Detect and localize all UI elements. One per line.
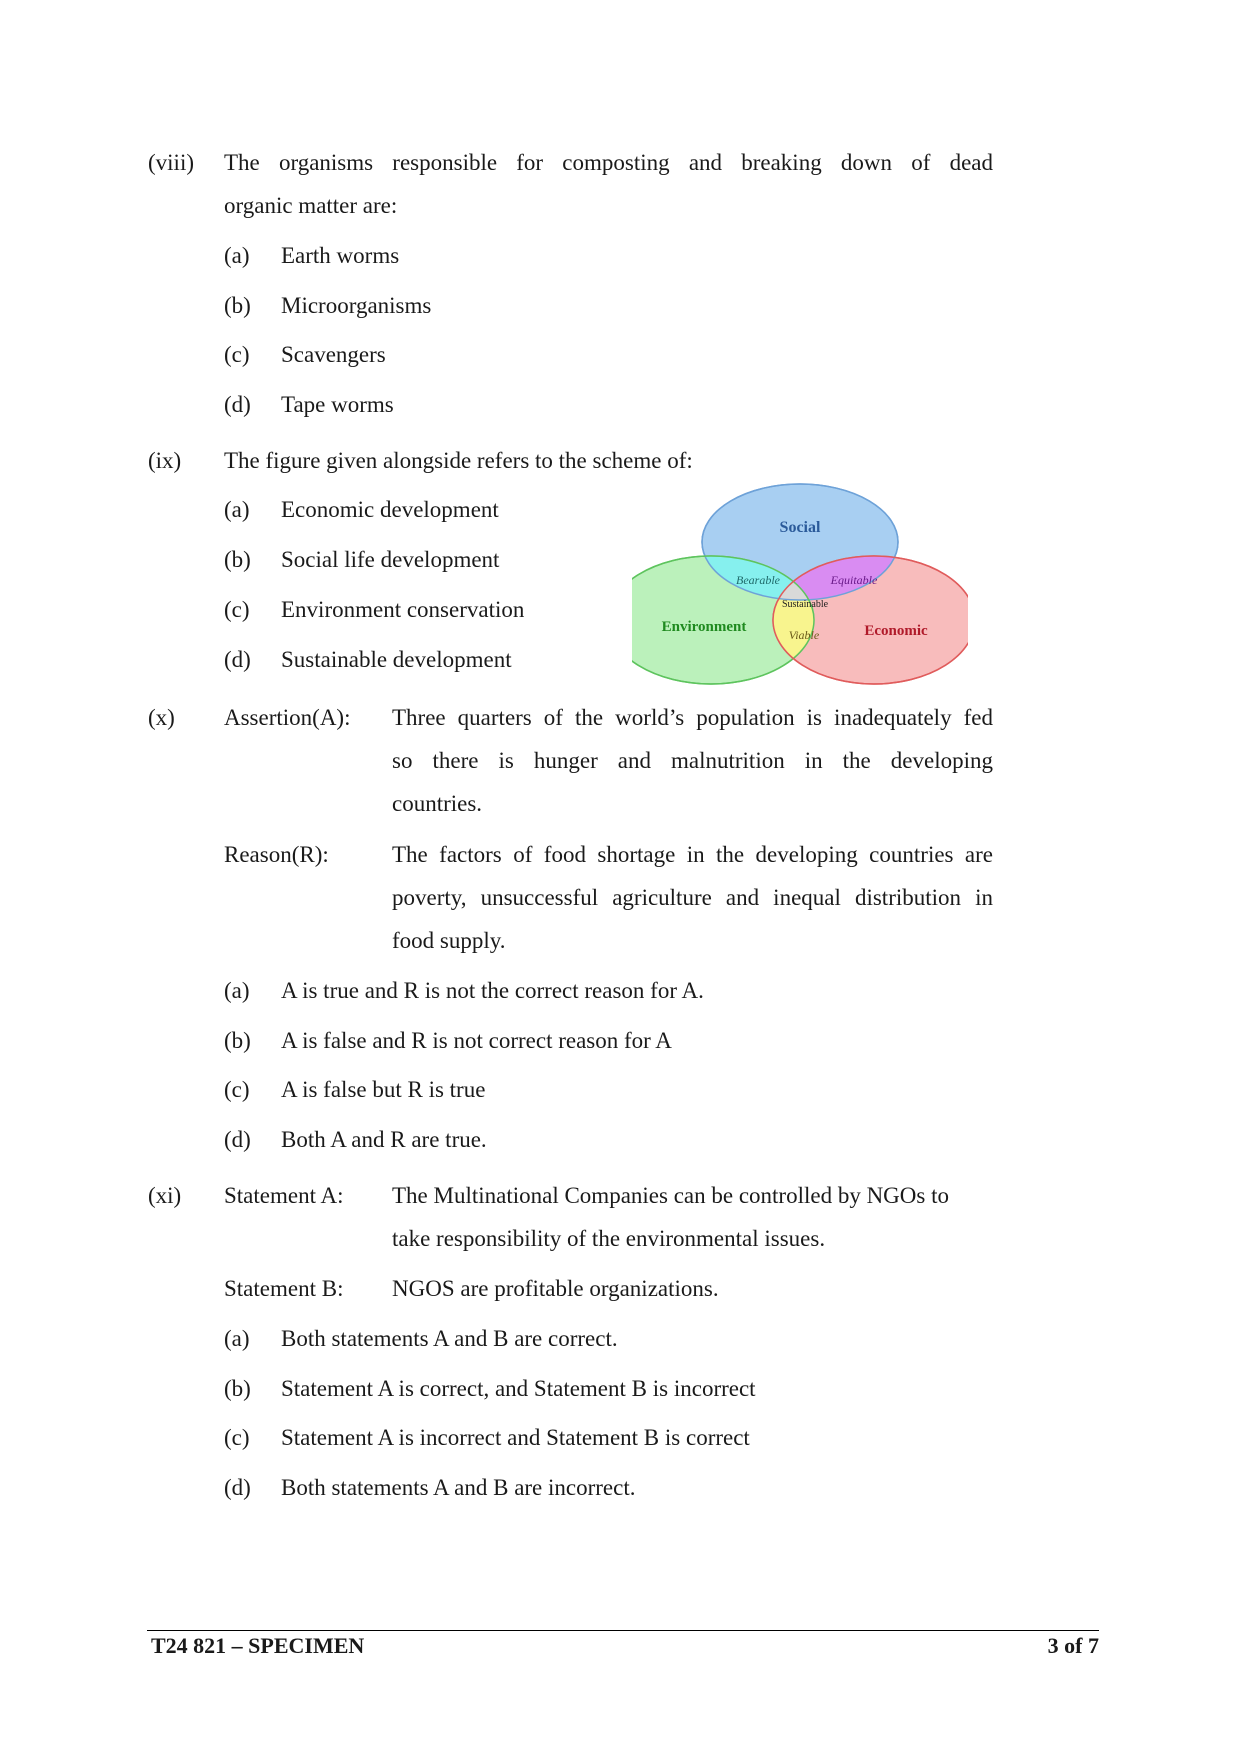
option-text: Both statements A and B are incorrect. (281, 1475, 636, 1500)
footer-page-number: 3 of 7 (1047, 1633, 1099, 1658)
reason-label: Reason(R): (224, 842, 329, 867)
option-letter: (d) (224, 1127, 251, 1152)
assertion-line: Three quarters of the world’s population is inadequately fed (392, 705, 993, 730)
option-text: Both A and R are true. (281, 1127, 487, 1152)
option-text: Earth worms (281, 243, 400, 268)
sustainability-venn-diagram (632, 482, 968, 688)
option-letter: (a) (224, 978, 250, 1003)
option-text: Statement A is correct, and Statement B is incorrect (281, 1376, 756, 1401)
venn-label-economic: Economic (864, 623, 928, 639)
assertion-label: Assertion(A): (224, 705, 351, 730)
venn-label-bearable: Bearable (736, 573, 780, 587)
option-letter: (c) (224, 1425, 250, 1450)
footer-paper-code: T24 821 – SPECIMEN (151, 1633, 365, 1658)
footer-divider (147, 1630, 1099, 1631)
statement-a-line: take responsibility of the environmental issues. (392, 1226, 826, 1251)
option-text: A is false and R is not correct reason for A (281, 1028, 672, 1053)
option-letter: (a) (224, 243, 250, 268)
question-text-line: The organisms responsible for composting and breaking down of dead (224, 150, 993, 175)
option-letter: (a) (224, 497, 250, 522)
venn-label-social: Social (779, 519, 821, 536)
venn-label-equitable: Equitable (830, 573, 878, 587)
question-number: (ix) (148, 448, 182, 473)
question-text: The figure given alongside refers to the scheme of: (224, 448, 693, 473)
option-text: Environment conservation (281, 597, 525, 622)
option-letter: (b) (224, 547, 251, 572)
reason-line: food supply. (392, 928, 506, 953)
option-text: Statement A is incorrect and Statement B is correct (281, 1425, 750, 1450)
option-text: Microorganisms (281, 293, 432, 318)
option-letter: (c) (224, 597, 250, 622)
option-letter: (d) (224, 647, 251, 672)
option-letter: (d) (224, 1475, 251, 1500)
option-text: Sustainable development (281, 647, 512, 672)
statement-a-line: The Multinational Companies can be controlled by NGOs to (392, 1183, 949, 1208)
option-text: A is true and R is not the correct reason for A. (281, 978, 704, 1003)
reason-line: The factors of food shortage in the developing countries are (392, 842, 993, 867)
option-letter: (b) (224, 293, 251, 318)
assertion-line: countries. (392, 791, 483, 816)
question-text-line: organic matter are: (224, 193, 398, 218)
venn-label-sustainable: Sustainable (781, 599, 829, 610)
statement-a-label: Statement A: (224, 1183, 344, 1208)
question-number: (xi) (148, 1183, 182, 1208)
venn-label-viable: Viable (788, 628, 820, 642)
option-text: Economic development (281, 497, 499, 522)
option-text: Both statements A and B are correct. (281, 1326, 618, 1351)
option-text: Social life development (281, 547, 500, 572)
option-letter: (b) (224, 1028, 251, 1053)
venn-label-environment: Environment (661, 619, 747, 635)
reason-line: poverty, unsuccessful agriculture and inequal distribution in (392, 885, 993, 910)
option-letter: (b) (224, 1376, 251, 1401)
option-letter: (c) (224, 342, 250, 367)
statement-b-label: Statement B: (224, 1276, 344, 1301)
option-text: A is false but R is true (281, 1077, 486, 1102)
option-letter: (d) (224, 392, 251, 417)
assertion-line: so there is hunger and malnutrition in the developing (392, 748, 993, 773)
question-number: (viii) (148, 150, 194, 175)
option-text: Tape worms (281, 392, 394, 417)
question-number: (x) (148, 705, 175, 730)
option-text: Scavengers (281, 342, 386, 367)
statement-b-text: NGOS are profitable organizations. (392, 1276, 719, 1301)
option-letter: (a) (224, 1326, 250, 1351)
option-letter: (c) (224, 1077, 250, 1102)
